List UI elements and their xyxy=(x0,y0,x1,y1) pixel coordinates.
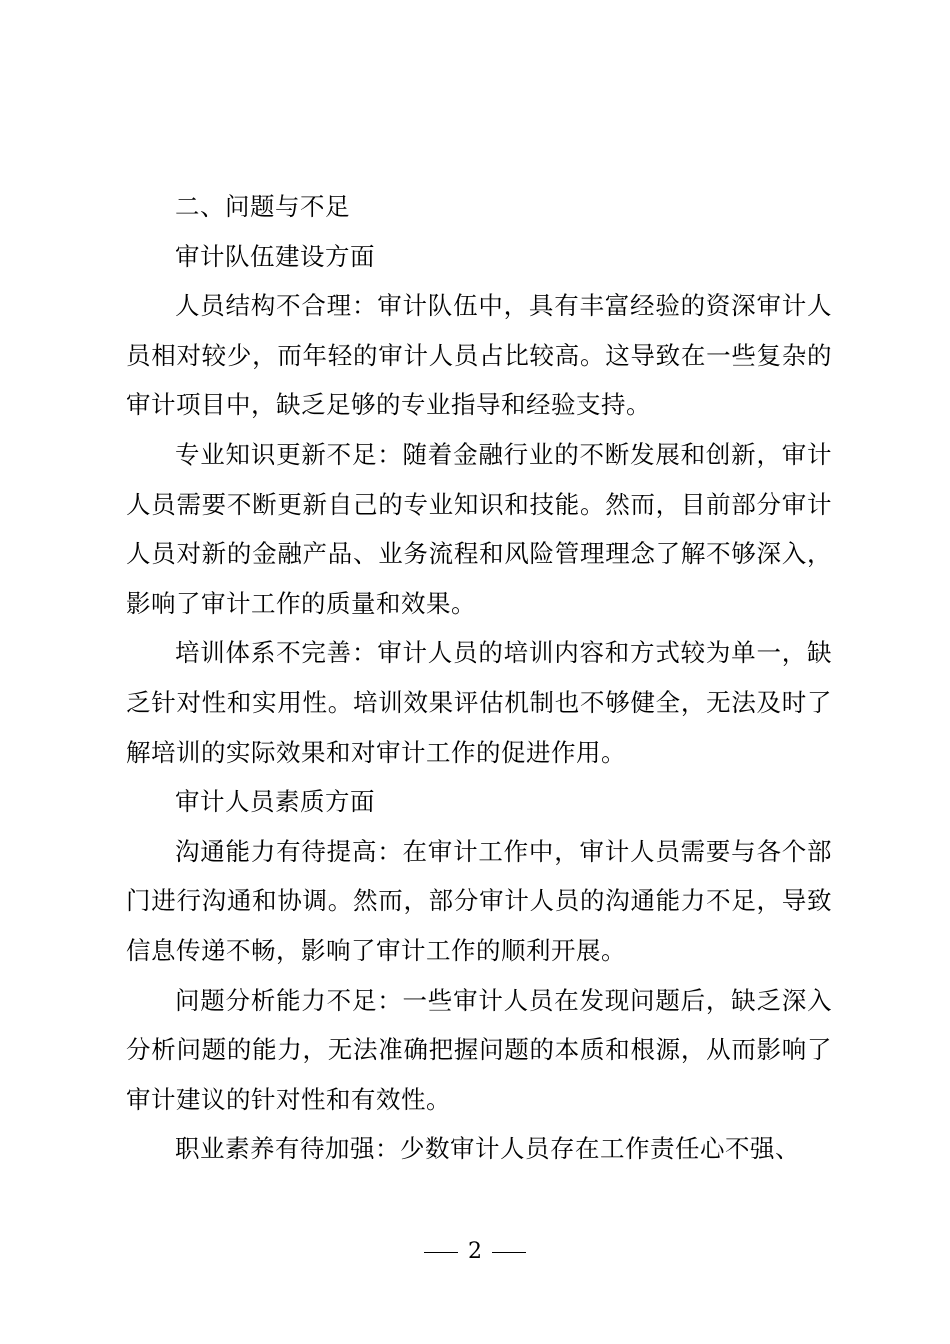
subsection-heading-staff-quality: 审计人员素质方面 xyxy=(175,787,375,817)
paragraph-knowledge-update: 专业知识更新不足：随着金融行业的不断发展和创新，审计人员需要不断更新自己的专业知识和技能。然而，目前部分审计人员对新的金融产品、业务流程和风险管理理念了解不够深入，影响了审计工作的质量和效果。 xyxy=(126,439,832,618)
footer-dash-right xyxy=(492,1252,526,1253)
paragraph-training-system: 培训体系不完善：审计人员的培训内容和方式较为单一，缺乏针对性和实用性。培训效果评估机制也不够健全，无法及时了解培训的实际效果和对审计工作的促进作用。 xyxy=(126,638,832,767)
page-number: 2 xyxy=(468,1239,482,1264)
paragraph-communication: 沟通能力有待提高：在审计工作中，审计人员需要与各个部门进行沟通和协调。然而，部分审计人员的沟通能力不足，导致信息传递不畅，影响了审计工作的顺利开展。 xyxy=(126,836,832,965)
paragraph-personnel-structure: 人员结构不合理：审计队伍中，具有丰富经验的资深审计人员相对较少，而年轻的审计人员占比较高。这导致在一些复杂的审计项目中，缺乏足够的专业指导和经验支持。 xyxy=(126,291,832,420)
footer-dash-left xyxy=(424,1252,458,1253)
page-footer xyxy=(0,1236,950,1268)
subsection-heading-team-building: 审计队伍建设方面 xyxy=(175,241,375,271)
body-text xyxy=(126,182,832,1174)
section-heading: 二、问题与不足 xyxy=(175,192,350,221)
paragraph-problem-analysis: 问题分析能力不足：一些审计人员在发现问题后，缺乏深入分析问题的能力，无法准确把握问题的本质和根源，从而影响了审计建议的针对性和有效性。 xyxy=(126,985,832,1114)
paragraph-professional-ethics: 职业素养有待加强：少数审计人员存在工作责任心不强、 xyxy=(175,1134,800,1164)
